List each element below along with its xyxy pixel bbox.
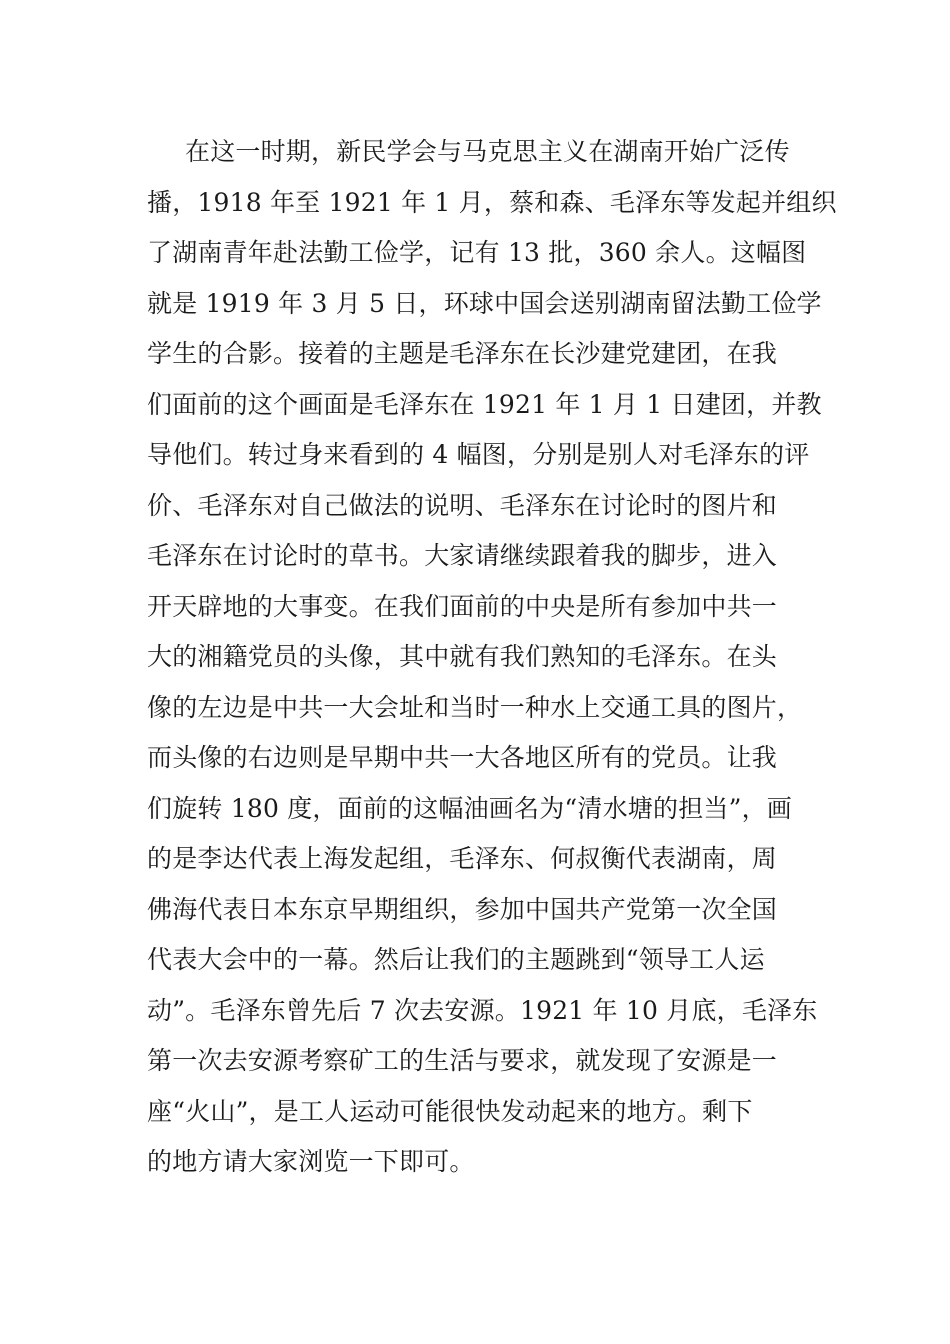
paragraph-line: 价、毛泽东对自己做法的说明、毛泽东在讨论时的图片和 bbox=[147, 490, 778, 520]
paragraph-line: 像的左边是中共一大会址和当时一种水上交通工具的图片， bbox=[147, 692, 803, 722]
paragraph-line: 代表大会中的一幕。然后让我们的主题跳到“领导工人运 bbox=[147, 945, 765, 974]
paragraph-line: 座“火山”，是工人运动可能很快发动起来的地方。剩下 bbox=[147, 1096, 753, 1126]
paragraph-line: 在这一时期，新民学会与马克思主义在湖南开始广泛传 bbox=[185, 137, 790, 166]
paragraph-line: 们面前的这个画面是毛泽东在 1921 年 1 月 1 日建团，并教 bbox=[147, 389, 822, 419]
paragraph-line: 播，1918 年至 1921 年 1 月，蔡和森、毛泽东等发起并组织 bbox=[147, 187, 837, 217]
paragraph-line: 的是李达代表上海发起组，毛泽东、何叔衡代表湖南，周 bbox=[147, 844, 778, 873]
paragraph-line: 大的湘籍党员的头像，其中就有我们熟知的毛泽东。在头 bbox=[147, 642, 778, 671]
paragraph-line: 学生的合影。接着的主题是毛泽东在长沙建党建团，在我 bbox=[147, 339, 778, 368]
paragraph-line: 就是 1919 年 3 月 5 日，环球中国会送别湖南留法勤工俭学 bbox=[147, 288, 822, 318]
paragraph-line: 们旋转 180 度，面前的这幅油画名为“清水塘的担当”，画 bbox=[147, 793, 792, 823]
paragraph-line: 了湖南青年赴法勤工俭学，记有 13 批，360 余人。这幅图 bbox=[147, 238, 807, 267]
paragraph-line: 第一次去安源考察矿工的生活与要求，就发现了安源是一 bbox=[147, 1046, 778, 1075]
paragraph-line: 佛海代表日本东京早期组织，参加中国共产党第一次全国 bbox=[147, 894, 778, 924]
paragraph-line: 而头像的右边则是早期中共一大各地区所有的党员。让我 bbox=[147, 743, 778, 772]
paragraph-line: 毛泽东在讨论时的草书。大家请继续跟着我的脚步，进入 bbox=[147, 541, 778, 570]
paragraph-line: 开天辟地的大事变。在我们面前的中央是所有参加中共一 bbox=[147, 591, 778, 621]
paragraph-line: 动”。毛泽东曾先后 7 次去安源。1921 年 10 月底，毛泽东 bbox=[147, 995, 818, 1025]
paragraph-line: 导他们。转过身来看到的 4 幅图，分别是别人对毛泽东的评 bbox=[147, 440, 810, 469]
paragraph-line: 的地方请大家浏览一下即可。 bbox=[147, 1147, 475, 1176]
body-paragraph bbox=[147, 127, 837, 1188]
